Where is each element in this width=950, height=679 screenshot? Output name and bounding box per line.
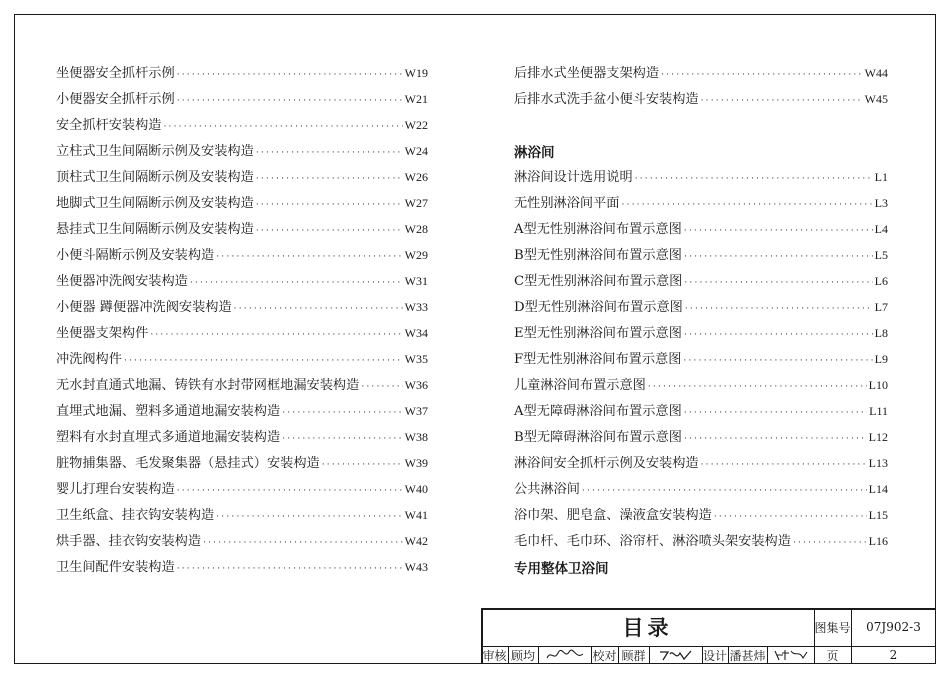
toc-leader-dots xyxy=(714,512,867,522)
toc-entry-title: B型无性别淋浴间布置示意图 xyxy=(514,248,682,263)
check-name: 顾群 xyxy=(621,648,646,663)
toc-entry xyxy=(56,452,428,478)
toc-entry-page: L7 xyxy=(874,300,888,314)
toc-leader-dots xyxy=(684,226,873,236)
toc-right-top-list xyxy=(514,62,888,114)
toc-entry xyxy=(56,530,428,556)
toc-leader-dots xyxy=(701,460,867,470)
toc-entry-page: L5 xyxy=(874,248,888,262)
toc-entry xyxy=(56,348,428,374)
toc-entry-page: L9 xyxy=(874,352,888,366)
toc-entry xyxy=(56,270,428,296)
toc-leader-dots xyxy=(256,226,403,236)
review-signature xyxy=(538,646,591,664)
toc-entry-page: L16 xyxy=(868,534,888,548)
design-signature-mark xyxy=(773,648,809,662)
toc-entry-title: 坐便器冲洗阀安装构造 xyxy=(56,274,188,289)
toc-leader-dots xyxy=(177,486,403,496)
toc-entry-title: 塑料有水封直埋式多通道地漏安装构造 xyxy=(56,430,281,445)
check-label: 校对 xyxy=(592,648,617,663)
toc-entry-title: 烘手器、挂衣钩安装构造 xyxy=(56,534,202,549)
toc-leader-dots xyxy=(361,382,402,392)
toc-entry-page: L4 xyxy=(874,222,888,236)
toc-leader-dots xyxy=(124,356,403,366)
toc-entry-page: L15 xyxy=(868,508,888,522)
toc-entry-page: W34 xyxy=(404,326,428,340)
toc-leader-dots xyxy=(635,174,873,184)
toc-entry xyxy=(514,452,888,478)
toc-entry-page: L8 xyxy=(874,326,888,340)
check-signature xyxy=(649,646,702,664)
design-signature xyxy=(767,646,814,664)
toc-entry-title: D型无性别淋浴间布置示意图 xyxy=(514,300,683,315)
toc-entry-page: W19 xyxy=(404,66,428,80)
toc-entry-page: W40 xyxy=(404,482,428,496)
atlas-number: 07J902-3 xyxy=(866,620,921,634)
toc-entry-title: 无水封直通式地漏、铸铁有水封带网框地漏安装构造 xyxy=(56,378,360,393)
toc-entry xyxy=(514,166,888,192)
toc-entry-page: W35 xyxy=(404,352,428,366)
toc-entry xyxy=(56,296,428,322)
toc-entry-title: 浴巾架、肥皂盒、澡液盒安装构造 xyxy=(514,508,712,523)
toc-shower-list xyxy=(514,166,888,556)
page-label: 页 xyxy=(826,648,839,663)
toc-leader-dots xyxy=(683,356,872,366)
toc-leader-dots xyxy=(684,252,873,262)
toc-entry xyxy=(514,426,888,452)
toc-entry xyxy=(56,322,428,348)
toc-leader-dots xyxy=(256,200,403,210)
toc-entry xyxy=(514,504,888,530)
toc-leader-dots xyxy=(256,148,403,158)
section-heading-integrated-bathroom: 专用整体卫浴间 xyxy=(514,561,609,577)
toc-leader-dots xyxy=(648,382,867,392)
toc-entry xyxy=(514,192,888,218)
toc-leader-dots xyxy=(177,96,403,106)
design-label: 设计 xyxy=(702,648,727,663)
toc-entry-page: W26 xyxy=(404,170,428,184)
toc-leader-dots xyxy=(190,278,403,288)
toc-entry xyxy=(56,400,428,426)
toc-entry-page: L1 xyxy=(874,170,888,184)
review-label: 审核 xyxy=(482,648,507,663)
toc-entry-title: 顶柱式卫生间隔断示例及安装构造 xyxy=(56,170,254,185)
toc-entry-page: W29 xyxy=(404,248,428,262)
toc-entry-title: 小便器安全抓杆示例 xyxy=(56,92,175,107)
toc-entry-title: 坐便器支架构件 xyxy=(56,326,149,341)
toc-entry-title: 直埋式地漏、塑料多通道地漏安装构造 xyxy=(56,404,281,419)
toc-entry xyxy=(514,244,888,270)
toc-entry-title: 无性别淋浴间平面 xyxy=(514,196,620,211)
toc-entry xyxy=(514,348,888,374)
toc-leader-dots xyxy=(177,564,403,574)
toc-entry xyxy=(514,88,888,114)
toc-entry-title: C型无性别淋浴间布置示意图 xyxy=(514,274,683,289)
toc-leader-dots xyxy=(684,330,873,340)
toc-leader-dots xyxy=(256,174,403,184)
toc-entry-title: A型无性别淋浴间布置示意图 xyxy=(514,222,682,237)
toc-entry-title: 安全抓杆安装构造 xyxy=(56,118,162,133)
toc-entry xyxy=(56,556,428,582)
toc-left-column xyxy=(56,62,428,582)
toc-entry-title: 坐便器安全抓杆示例 xyxy=(56,66,175,81)
toc-entry xyxy=(56,140,428,166)
toc-entry-title: 小便器 蹲便器冲洗阀安装构造 xyxy=(56,300,232,315)
toc-entry xyxy=(56,62,428,88)
toc-entry-page: W21 xyxy=(404,92,428,106)
toc-entry-page: W31 xyxy=(404,274,428,288)
toc-leader-dots xyxy=(234,304,403,314)
toc-entry-title: 后排水式洗手盆小便斗安装构造 xyxy=(514,92,699,107)
toc-entry-page: W41 xyxy=(404,508,428,522)
toc-entry xyxy=(56,478,428,504)
toc-entry-title: 淋浴间设计选用说明 xyxy=(514,170,633,185)
toc-entry-title: 地脚式卫生间隔断示例及安装构造 xyxy=(56,196,254,211)
toc-leader-dots xyxy=(150,330,402,340)
page-number: 2 xyxy=(889,648,898,662)
toc-leader-dots xyxy=(661,70,863,80)
toc-entry-page: W27 xyxy=(404,196,428,210)
toc-entry xyxy=(514,218,888,244)
toc-leader-dots xyxy=(203,538,403,548)
drawing-title: 目录 xyxy=(622,616,673,640)
toc-leader-dots xyxy=(282,408,402,418)
toc-entry xyxy=(514,400,888,426)
toc-leader-dots xyxy=(177,70,403,80)
toc-entry-page: W42 xyxy=(404,534,428,548)
toc-leader-dots xyxy=(622,200,873,210)
toc-entry-title: 冲洗阀构件 xyxy=(56,352,122,367)
toc-entry xyxy=(514,530,888,556)
toc-entry-title: A型无障碍淋浴间布置示意图 xyxy=(514,404,682,419)
toc-leader-dots xyxy=(282,434,402,444)
toc-right-column xyxy=(514,62,888,582)
toc-entry xyxy=(514,322,888,348)
toc-leader-dots xyxy=(684,434,867,444)
atlas-label: 图集号 xyxy=(814,620,851,635)
toc-leader-dots xyxy=(216,252,402,262)
toc-leader-dots xyxy=(793,538,867,548)
toc-entry xyxy=(56,192,428,218)
toc-entry-page: L11 xyxy=(869,404,888,418)
toc-entry-page: W44 xyxy=(864,66,888,80)
toc-entry xyxy=(56,166,428,192)
toc-entry-page: W43 xyxy=(404,560,428,574)
section-heading-shower: 淋浴间 xyxy=(514,145,555,161)
toc-entry-title: E型无性别淋浴间布置示意图 xyxy=(514,326,682,341)
toc-entry-page: W45 xyxy=(864,92,888,106)
toc-entry-title: 立柱式卫生间隔断示例及安装构造 xyxy=(56,144,254,159)
toc-entry-title: 婴儿打理台安装构造 xyxy=(56,482,175,497)
toc-entry xyxy=(56,88,428,114)
toc-leader-dots xyxy=(684,408,867,418)
toc-entry xyxy=(56,244,428,270)
toc-leader-dots xyxy=(164,122,403,132)
toc-entry xyxy=(514,62,888,88)
toc-entry-title: 悬挂式卫生间隔断示例及安装构造 xyxy=(56,222,254,237)
toc-leader-dots xyxy=(685,304,873,314)
toc-entry xyxy=(514,478,888,504)
toc-leader-dots xyxy=(684,278,872,288)
toc-entry-page: L14 xyxy=(868,482,888,496)
toc-entry-title: 脏物捕集器、毛发聚集器（悬挂式）安装构造 xyxy=(56,456,320,471)
toc-entry-page: W24 xyxy=(404,144,428,158)
toc-entry-page: W33 xyxy=(404,300,428,314)
toc-entry xyxy=(514,270,888,296)
toc-leader-dots xyxy=(701,96,863,106)
toc-entry-page: W38 xyxy=(404,430,428,444)
check-signature-mark xyxy=(658,648,694,662)
toc-entry xyxy=(514,374,888,400)
toc-entry-page: W39 xyxy=(404,456,428,470)
toc-entry xyxy=(514,296,888,322)
toc-entry-page: L6 xyxy=(874,274,888,288)
toc-entry xyxy=(56,374,428,400)
toc-entry-title: 后排水式坐便器支架构造 xyxy=(514,66,660,81)
toc-entry-page: W37 xyxy=(404,404,428,418)
toc-entry-title: B型无障碍淋浴间布置示意图 xyxy=(514,430,682,445)
toc-entry-page: L13 xyxy=(868,456,888,470)
toc-entry-title: 公共淋浴间 xyxy=(514,482,580,497)
toc-entry xyxy=(56,426,428,452)
toc-entry-title: 小便斗隔断示例及安装构造 xyxy=(56,248,215,263)
toc-entry-title: F型无性别淋浴间布置示意图 xyxy=(514,352,682,367)
toc-leader-dots xyxy=(216,512,402,522)
review-name: 顾均 xyxy=(510,648,535,663)
toc-entry-title: 卫生间配件安装构造 xyxy=(56,560,175,575)
toc-entry-page: W36 xyxy=(404,378,428,392)
section-gap xyxy=(514,114,888,140)
toc-entry xyxy=(56,114,428,140)
toc-entry xyxy=(56,504,428,530)
toc-entry-page: L12 xyxy=(868,430,888,444)
toc-leader-dots xyxy=(582,486,867,496)
toc-entry-title: 淋浴间安全抓杆示例及安装构造 xyxy=(514,456,699,471)
toc-entry-title: 毛巾杆、毛巾环、浴帘杆、淋浴喷头架安装构造 xyxy=(514,534,791,549)
toc-entry-page: W22 xyxy=(404,118,428,132)
review-signature-mark xyxy=(545,648,585,662)
toc-leader-dots xyxy=(322,460,403,470)
toc-entry-page: L3 xyxy=(874,196,888,210)
toc-entry-title: 儿童淋浴间布置示意图 xyxy=(514,378,646,393)
design-name: 潘甚炜 xyxy=(729,648,766,663)
toc-entry-page: L10 xyxy=(868,378,888,392)
toc-entry-title: 卫生纸盒、挂衣钩安装构造 xyxy=(56,508,215,523)
toc-entry xyxy=(56,218,428,244)
title-block xyxy=(481,608,936,664)
toc-entry-page: W28 xyxy=(404,222,428,236)
